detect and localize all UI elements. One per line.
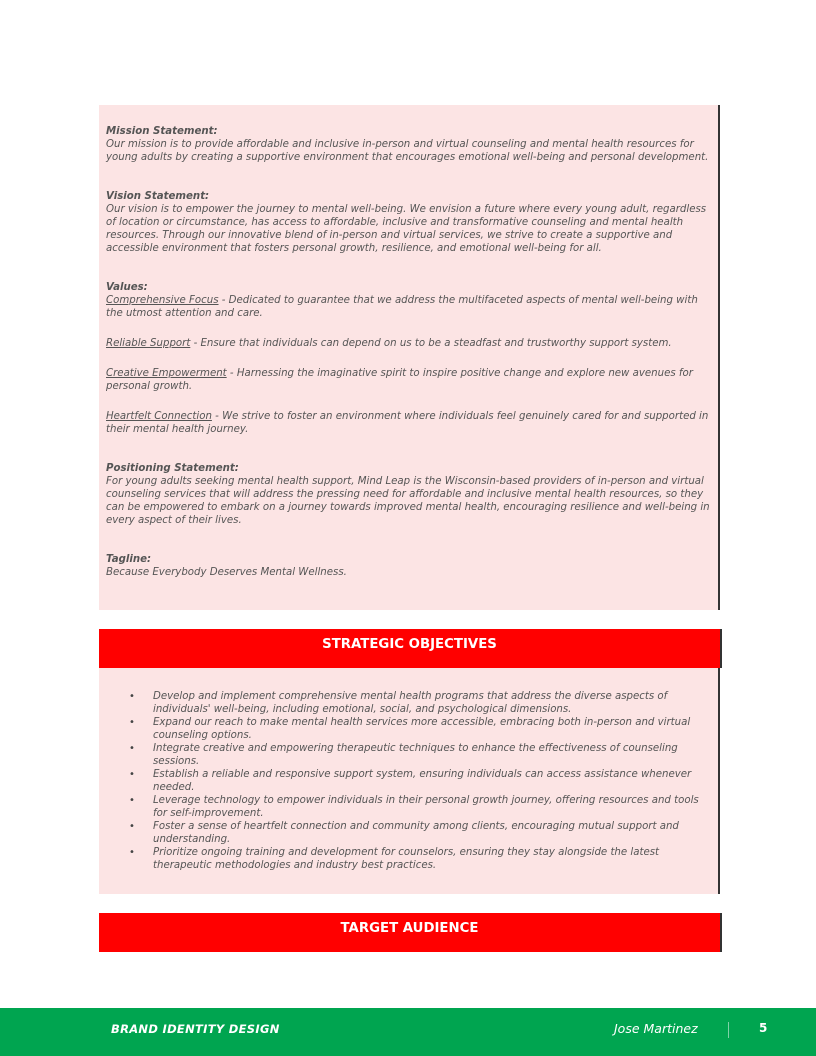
value-item <box>106 337 710 350</box>
mission-statement <box>106 125 710 164</box>
value-item <box>106 294 710 320</box>
objective-text: Establish a reliable and responsive support system, ensuring individuals can access assistance whenever needed. <box>153 769 692 793</box>
value-name: Reliable Support <box>106 338 191 349</box>
target-audience-title: TARGET AUDIENCE <box>340 921 479 936</box>
bullet-icon: • <box>129 769 135 780</box>
target-audience-header <box>99 913 722 952</box>
value-item <box>106 367 710 393</box>
list-item <box>129 690 713 716</box>
footer-document-title: BRAND IDENTITY DESIGN <box>111 1022 280 1036</box>
value-description: - Dedicated to guarantee that we address the multifaceted aspects of mental well-being with the utmost attention and care. <box>106 295 698 319</box>
page-footer <box>0 1008 816 1056</box>
list-item <box>129 742 713 768</box>
mission-heading: Mission Statement: <box>106 126 218 137</box>
tagline-text: Because Everybody Deserves Mental Wellness. <box>106 567 347 578</box>
objective-text: Develop and implement comprehensive mental health programs that address the diverse aspects of individuals' well-being, including emotional, social, and psychological dimensions. <box>153 691 668 715</box>
page-number: 5 <box>759 1021 768 1035</box>
tagline-heading: Tagline: <box>106 554 152 565</box>
vision-statement <box>106 190 710 255</box>
objective-text: Integrate creative and empowering therapeutic techniques to enhance the effectiveness of counseling sessions. <box>153 743 678 767</box>
bullet-icon: • <box>129 717 135 728</box>
list-item <box>129 768 713 794</box>
value-description: - Ensure that individuals can depend on us to be a steadfast and trustworthy support system. <box>190 338 672 349</box>
footer-author: Jose Martinez <box>614 1021 698 1036</box>
objective-text: Expand our reach to make mental health services more accessible, embracing both in-person and virtual counseling options. <box>153 717 691 741</box>
list-item <box>129 846 713 872</box>
value-name: Heartfelt Connection <box>106 411 212 422</box>
objective-text: Foster a sense of heartfelt connection and community among clients, encouraging mutual support and understanding. <box>153 821 679 845</box>
bullet-icon: • <box>129 743 135 754</box>
footer-divider <box>728 1022 729 1038</box>
bullet-icon: • <box>129 821 135 832</box>
strategic-objectives-header <box>99 629 722 668</box>
objective-text: Leverage technology to empower individuals in their personal growth journey, offering resources and tools for self-improvement. <box>153 795 699 819</box>
positioning-text: For young adults seeking mental health support, Mind Leap is the Wisconsin-based providers of in-person and virtual counseling services that will address the pressing need for affordable and inclusive mental health resources, so they can be empowered to embark on a journey towards improved mental health, encouraging resilience and well-being in every aspect of their lives. <box>106 476 710 526</box>
tagline <box>106 553 710 579</box>
bullet-icon: • <box>129 691 135 702</box>
mission-text: Our mission is to provide affordable and inclusive in-person and virtual counseling and mental health resources for young adults by creating a supportive environment that encourages emotional well-being and personal development. <box>106 139 709 163</box>
value-description: - We strive to foster an environment where individuals feel genuinely cared for and supported in their mental health journey. <box>106 411 709 435</box>
brand-statements-panel <box>99 105 720 610</box>
positioning-heading: Positioning Statement: <box>106 463 239 474</box>
positioning-statement <box>106 462 710 527</box>
value-item <box>106 410 710 436</box>
vision-heading: Vision Statement: <box>106 191 210 202</box>
objective-text: Prioritize ongoing training and development for counselors, ensuring they stay alongside the latest therapeutic methodologies and industry best practices. <box>153 847 660 871</box>
list-item <box>129 716 713 742</box>
bullet-icon: • <box>129 795 135 806</box>
values-section <box>106 281 710 436</box>
value-description: - Harnessing the imaginative spirit to inspire positive change and explore new avenues for personal growth. <box>106 368 693 392</box>
strategic-objectives-title: STRATEGIC OBJECTIVES <box>322 637 497 652</box>
values-heading: Values: <box>106 282 148 293</box>
vision-text: Our vision is to empower the journey to mental well-being. We envision a future where every young adult, regardless of location or circumstance, has access to affordable, inclusive and transformative counseling and mental health resources. Through our innovative blend of in-person and virtual services, we strive to create a supportive and accessible environment that fosters personal growth, resilience, and emotional well-being for all. <box>106 204 707 254</box>
value-name: Comprehensive Focus <box>106 295 219 306</box>
objectives-list <box>99 690 713 872</box>
bullet-icon: • <box>129 847 135 858</box>
list-item <box>129 794 713 820</box>
list-item <box>129 820 713 846</box>
value-name: Creative Empowerment <box>106 368 227 379</box>
strategic-objectives-panel <box>99 668 720 894</box>
